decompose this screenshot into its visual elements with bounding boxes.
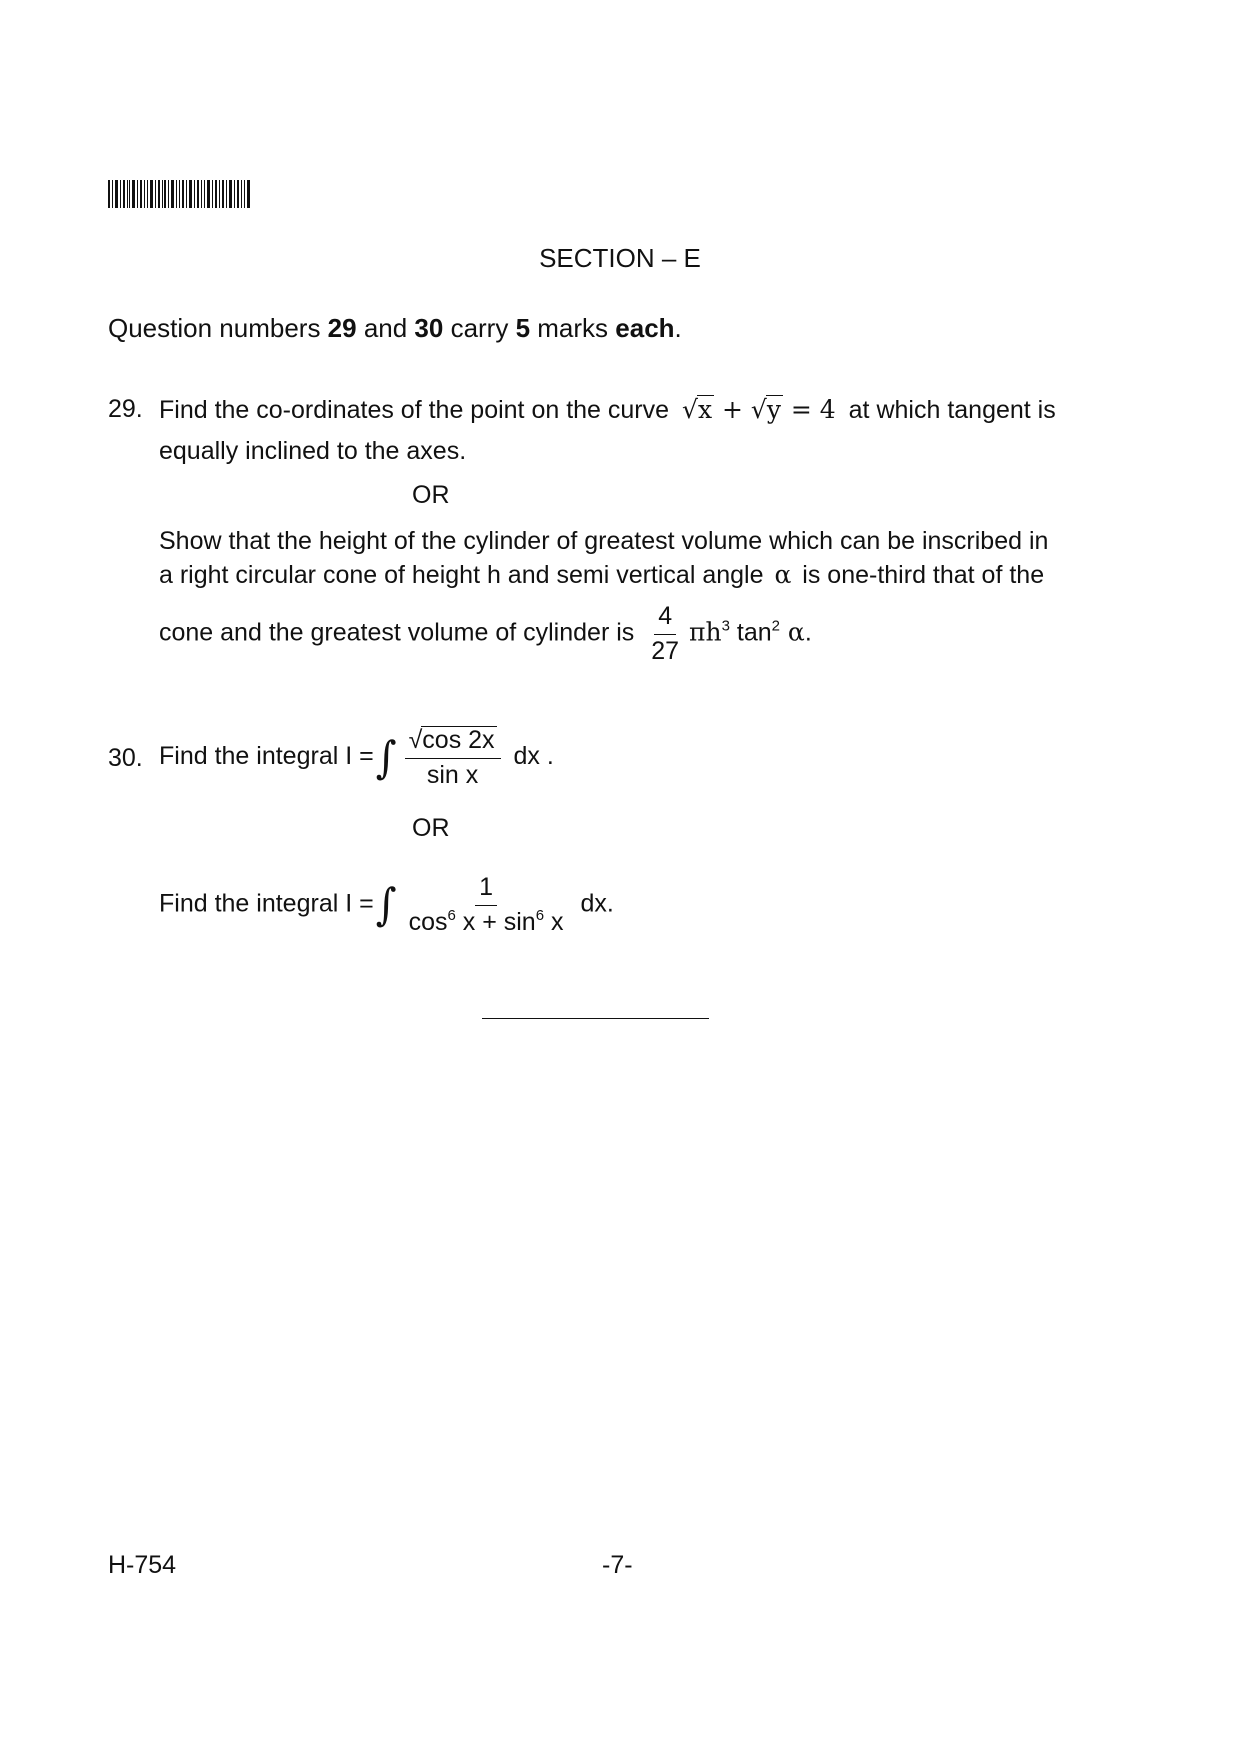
or-separator-2: OR (412, 814, 450, 842)
barcode-icon (108, 180, 250, 208)
integrand-fraction-2: $\frac{1}{\cos^6 x + \sin^6 x}$ (408, 873, 564, 936)
paper-code: H-754 (108, 1551, 177, 1579)
question-29-alt-line1: Show that the height of the cylinder of greatest volume which can be inscribed in (159, 527, 1049, 555)
curve-equation: √x + √y = 4 (682, 395, 836, 424)
question-30-number: 30. (108, 744, 143, 772)
question-29-alt-line3: cone and the greatest volume of cylinder is $\frac{4}{27}$ $\pi h^3$ $\tan^2 \alpha$. (159, 602, 812, 665)
question-30-alt-text: Find the integral I =∫ $\frac{1}{\cos^6 x + \sin^6 x}$ dx. (159, 873, 614, 936)
fraction-4-27: $\frac{4}{27}$ (651, 602, 680, 665)
section-instruction: Question numbers 29 and 30 carry 5 marks each. (108, 313, 682, 343)
or-separator: OR (412, 481, 450, 509)
question-30-text: Find the integral I =∫ $\frac{√\cos 2x}{\text{sin x}}$ dx . (159, 726, 554, 789)
question-29-alt-line2: a right circular cone of height h and semi vertical angle α is one-third that of the (159, 560, 1045, 589)
question-29-line2: equally inclined to the axes. (159, 437, 467, 465)
section-title: SECTION – E (539, 243, 701, 273)
page-number: -7- (602, 1551, 633, 1579)
integrand-fraction: $\frac{√\cos 2x}{\text{sin x}}$ (405, 726, 501, 789)
integral-sign-2: ∫ (375, 879, 397, 931)
end-rule (482, 1018, 709, 1019)
question-29-number: 29. (108, 395, 143, 423)
integral-sign: ∫ (375, 732, 397, 783)
question-29-line1: Find the co-ordinates of the point on the curve √x + √y = 4 at which tangent is (159, 395, 1056, 424)
